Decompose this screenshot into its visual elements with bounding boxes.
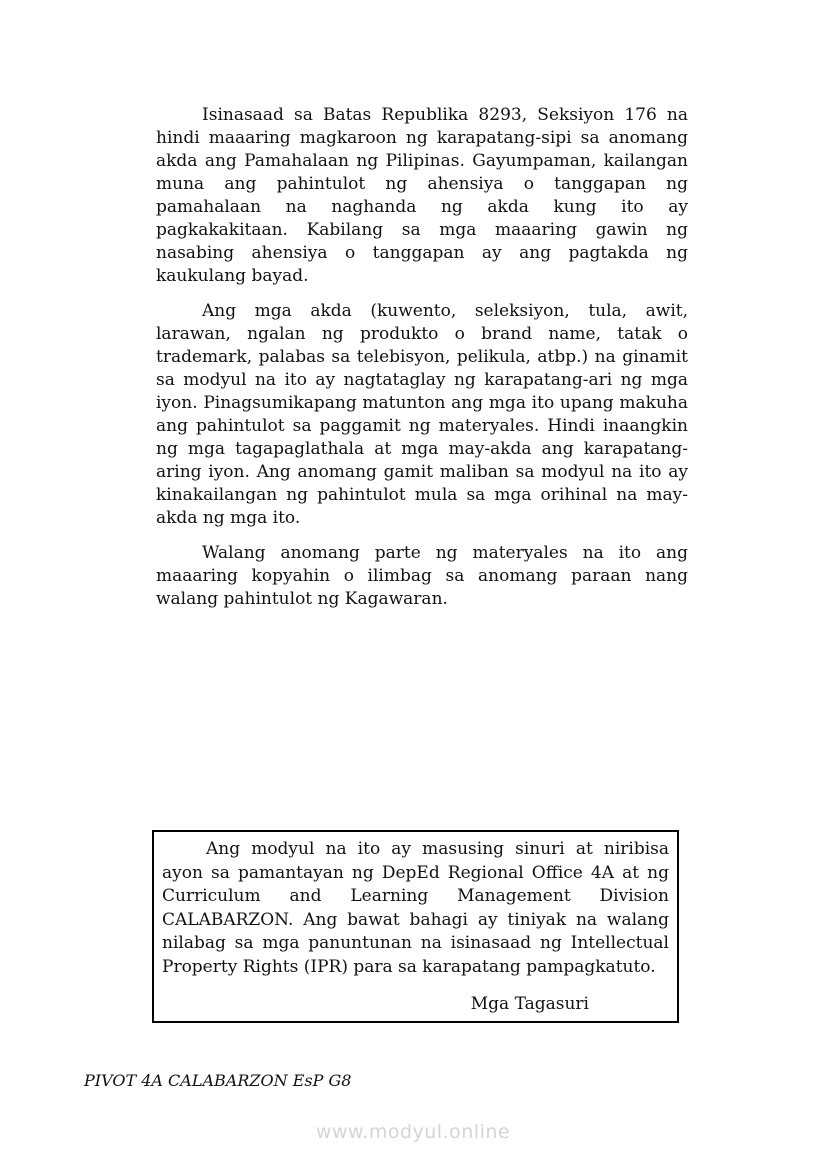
- page-footer-module-id: PIVOT 4A CALABARZON EsP G8: [84, 1071, 352, 1090]
- paragraph-copyright-law: Isinasaad sa Batas Republika 8293, Seksiyon 176 na hindi maaaring magkaroon ng karapatang-sipi sa anomang akda ang Pamahalaan ng Pilipinas. Gayumpaman, kailangan muna ang pahintulot ng ahensiya o tanggapan ng pamahalaan na naghanda ng akda kung ito ay pagkakakitaan. Kabilang sa mga maaaring gawin ng nasabing ahensiya o tanggapan ay ang pagtakda ng kaukulang bayad.: [156, 105, 688, 286]
- copyright-notice-text: [156, 104, 688, 623]
- reviewers-signature-label: Mga Tagasuri: [470, 994, 589, 1014]
- review-statement-text: Ang modyul na ito ay masusing sinuri at niribisa ayon sa pamantayan ng DepEd Regional Office 4A at ng Curriculum and Learning Management Division CALABARZON. Ang bawat bahagi ay tiniyak na walang nilabag sa mga panuntunan na isinasaad ng Intellectual Property Rights (IPR) para sa karapatang pampagkatuto.: [162, 839, 669, 977]
- paragraph-works-disclaimer: Ang mga akda (kuwento, seleksiyon, tula, awit, larawan, ngalan ng produkto o brand name, tatak o trademark, palabas sa telebisyon, pelikula, atbp.) na ginamit sa modyul na ito ay nagtataglay ng karapatang-ari ng mga iyon. Pinagsumikapang matunton ang mga ito upang makuha ang pahintulot sa paggamit ng materyales. Hindi inaangkin ng mga tagapaglathala at mga may-akda ang karapatang-aring iyon. Ang anomang gamit maliban sa modyul na ito ay kinakailangan ng pahintulot mula sa mga orihinal na may-akda ng mga ito.: [156, 301, 688, 528]
- paragraph-reproduction-restriction: Walang anomang parte ng materyales na ito ang maaaring kopyahin o ilimbag sa anomang paraan nang walang pahintulot ng Kagawaran.: [156, 543, 688, 609]
- watermark-site-url: www.modyul.online: [315, 1121, 511, 1143]
- review-statement-box: [152, 830, 679, 1023]
